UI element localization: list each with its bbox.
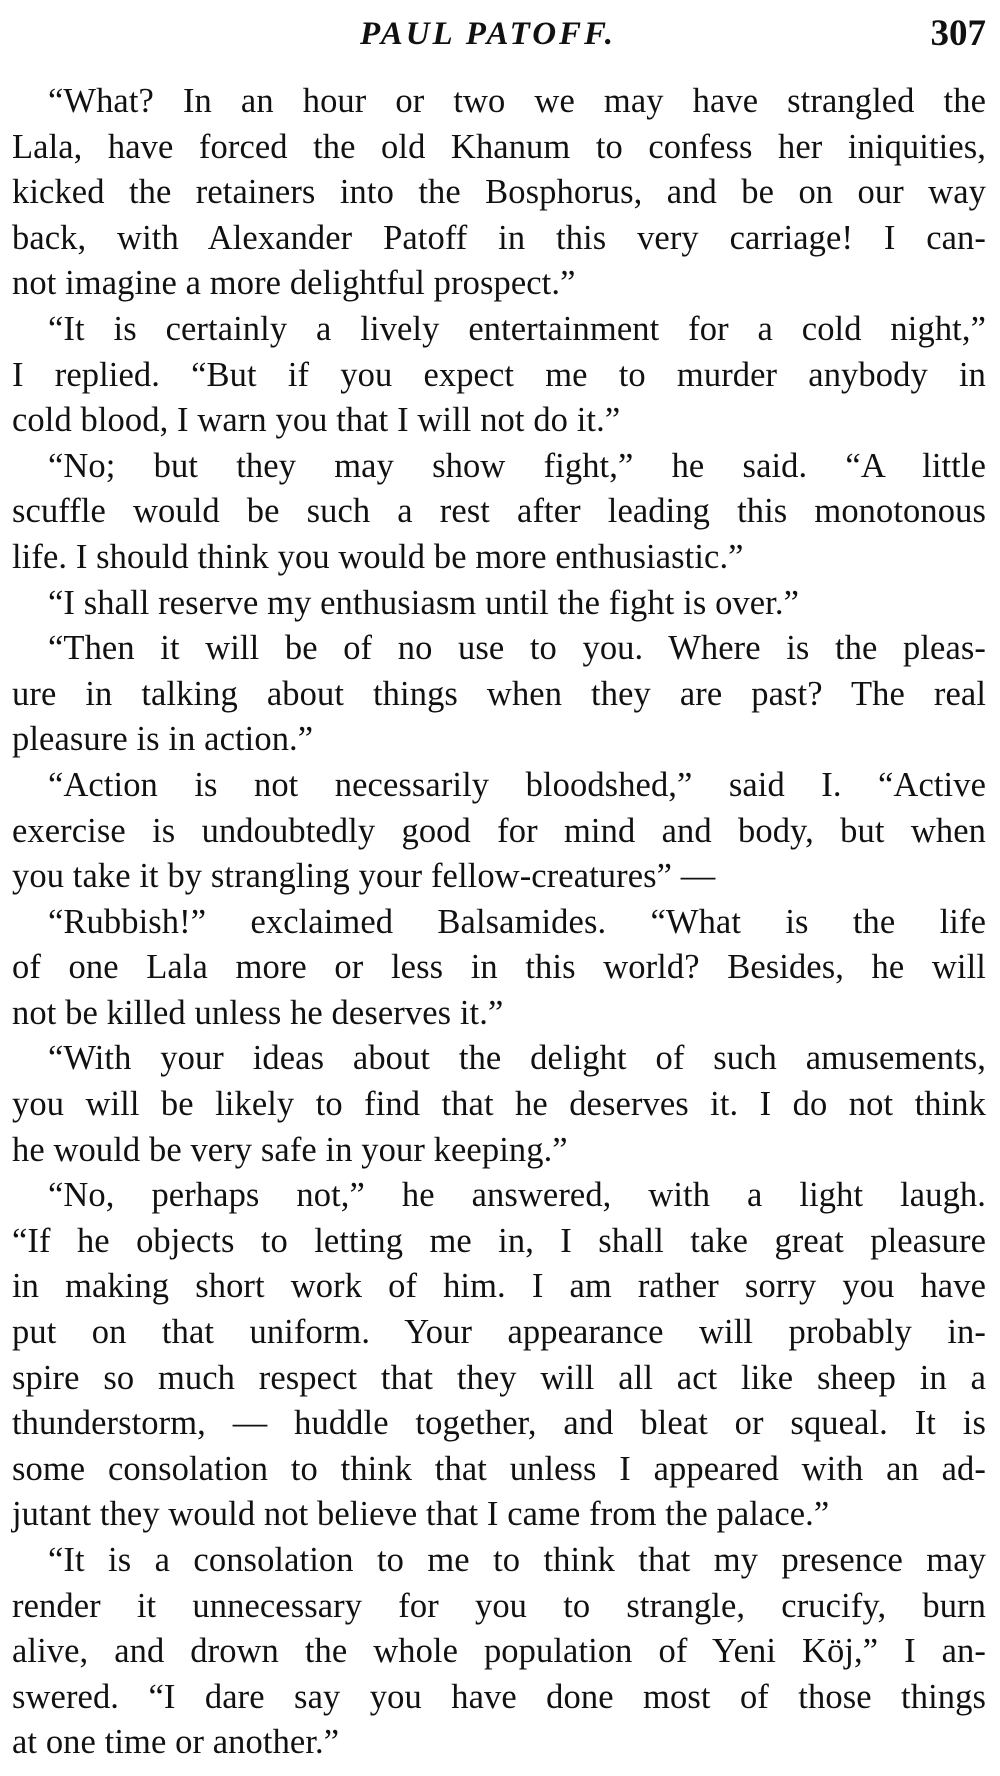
text-line: you will be likely to find that he deserves it. I do not think <box>12 1085 986 1124</box>
text-line: “With your ideas about the delight of such amusements, <box>48 1039 986 1078</box>
body-text <box>12 79 986 1766</box>
page-number: 307 <box>930 13 986 54</box>
text-line: swered. “I dare say you have done most of those things <box>12 1677 986 1716</box>
text-line: pleasure is in action.” <box>12 720 314 759</box>
text-line: not be killed unless he deserves it.” <box>12 993 504 1032</box>
text-line: “No, perhaps not,” he answered, with a light laugh. <box>48 1176 986 1215</box>
text-line: “Then it will be of no use to you. Where is the pleas- <box>48 629 986 668</box>
text-line: scuffle would be such a rest after leading this monotonous <box>12 492 986 531</box>
text-line: render it unnecessary for you to strangle, crucify, burn <box>12 1586 986 1625</box>
text-line: “If he objects to letting me in, I shall take great pleasure <box>12 1221 986 1260</box>
text-line: kicked the retainers into the Bosphorus, and be on our way <box>12 173 986 212</box>
text-line: ure in talking about things when they are past? The real <box>12 674 986 713</box>
text-line: “No; but they may show fight,” he said. “A little <box>48 446 986 485</box>
text-line: thunderstorm, — huddle together, and bleat or squeal. It is <box>12 1404 986 1443</box>
text-line: back, with Alexander Patoff in this very carriage! I can- <box>12 218 986 257</box>
text-line: spire so much respect that they will all act like sheep in a <box>12 1358 986 1397</box>
text-line: in making short work of him. I am rather sorry you have <box>12 1267 986 1306</box>
running-title: PAUL PATOFF. <box>360 16 617 52</box>
text-line: “It is certainly a lively entertainment for a cold night,” <box>48 309 986 348</box>
text-line: “It is a consolation to me to think that my presence may <box>48 1541 986 1579</box>
text-line: not imagine a more delightful prospect.” <box>12 264 576 303</box>
text-line: Lala, have forced the old Khanum to confess her iniquities, <box>12 127 986 166</box>
text-line: “Action is not necessarily bloodshed,” said I. “Active <box>48 765 986 804</box>
text-line: “I shall reserve my enthusiasm until the fight is over.” <box>48 583 800 622</box>
text-line: of one Lala more or less in this world? Besides, he will <box>12 948 986 987</box>
text-line: put on that uniform. Your appearance will probably in- <box>12 1313 986 1352</box>
text-line: jutant they would not believe that I came from the palace.” <box>12 1495 830 1534</box>
text-line: you take it by strangling your fellow-creatures” — <box>12 857 716 896</box>
text-line: exercise is undoubtedly good for mind and body, but when <box>12 811 986 850</box>
running-header <box>0 10 1000 60</box>
text-line: he would be very safe in your keeping.” <box>12 1130 568 1169</box>
text-line: at one time or another.” <box>12 1723 340 1762</box>
text-line: “Rubbish!” exclaimed Balsamides. “What is the life <box>48 902 986 941</box>
text-line: some consolation to think that unless I appeared with an ad- <box>12 1449 986 1488</box>
text-line: “What? In an hour or two we may have strangled the <box>48 82 986 120</box>
text-line: life. I should think you would be more enthusiastic.” <box>12 537 744 576</box>
text-line: I replied. “But if you expect me to murder anybody in <box>12 355 986 394</box>
text-line: alive, and drown the whole population of Yeni Köj,” I an- <box>12 1632 986 1671</box>
text-line: cold blood, I warn you that I will not do it.” <box>12 401 621 440</box>
